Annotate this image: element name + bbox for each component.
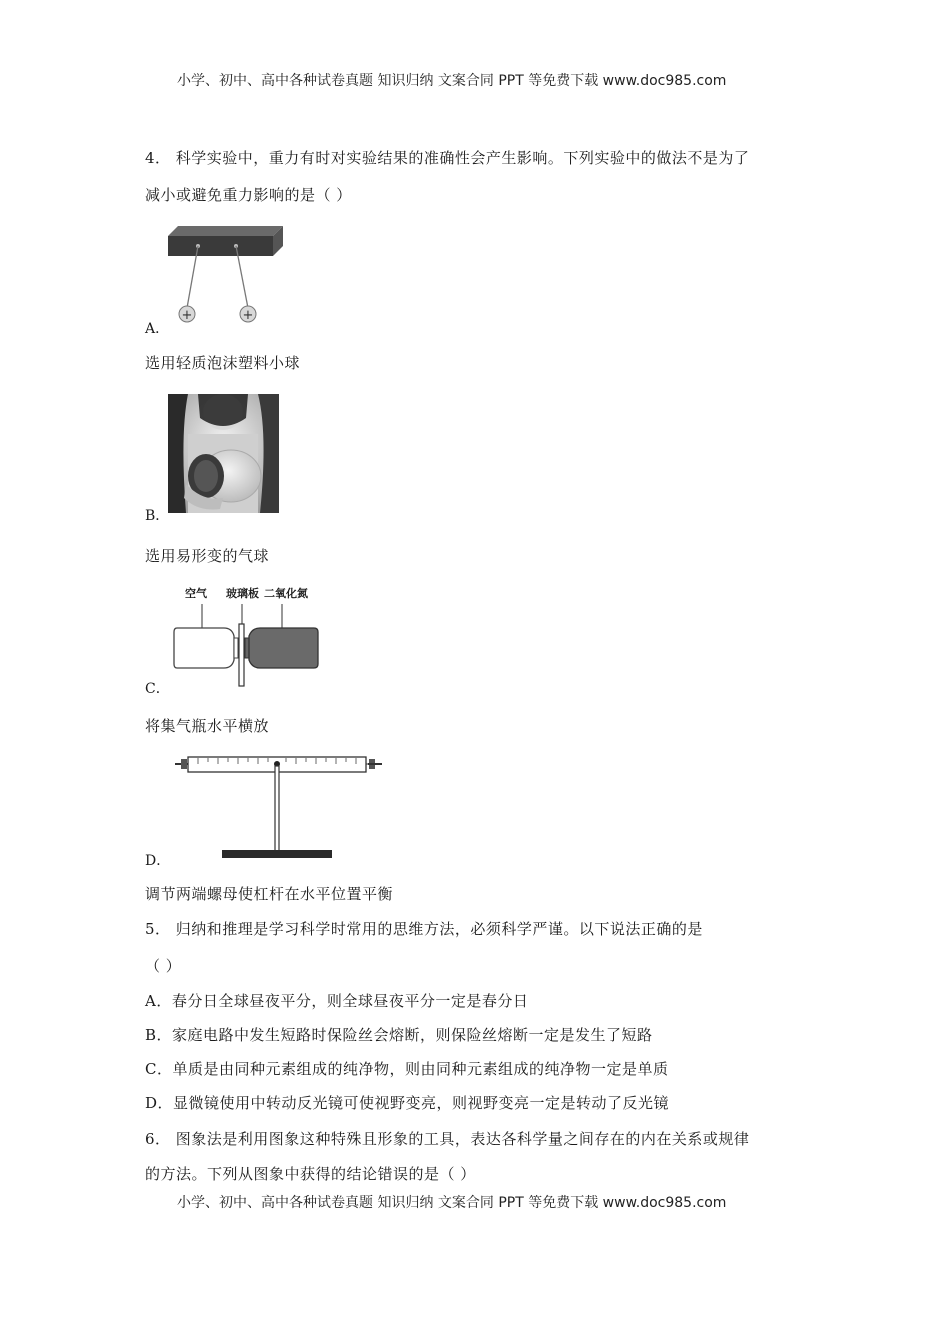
q5-stem-line2: （ ） (145, 957, 182, 975)
figc-label-air: 空气 (185, 587, 207, 600)
q4-option-c-letter: C． (145, 681, 170, 697)
q4-option-a-caption: 选用轻质泡沫塑料小球 (145, 354, 301, 372)
q5-option-c: C．单质是由同种元素组成的纯净物，则由同种元素组成的纯净物一定是单质 (145, 1060, 669, 1078)
page-footer: 小学、初中、高中各种试卷真题 知识归纳 文案合同 PPT 等免费下载 www.doc985.com (177, 1195, 727, 1211)
q5-option-b: B．家庭电路中发生短路时保险丝会熔断，则保险丝熔断一定是发生了短路 (145, 1026, 653, 1044)
q5-stem-line1: 5． 归纳和推理是学习科学时常用的思维方法，必须科学严谨。以下说法正确的是 (145, 920, 703, 938)
figc-label-glass: 玻璃板 (226, 587, 259, 600)
figure-a-charged-balls (168, 224, 283, 332)
q5-option-a: A．春分日全球昼夜平分，则全球昼夜平分一定是春分日 (145, 992, 529, 1010)
q6-stem-line2: 的方法。下列从图象中获得的结论错误的是（ ） (145, 1165, 476, 1183)
q4-option-b-caption: 选用易形变的气球 (145, 547, 270, 565)
svg-text:+: + (181, 308, 193, 323)
q5-option-d: D．显微镜使用中转动反光镜可使视野变亮，则视野变亮一定是转动了反光镜 (145, 1094, 670, 1112)
svg-text:+: + (242, 308, 254, 323)
page-header: 小学、初中、高中各种试卷真题 知识归纳 文案合同 PPT 等免费下载 www.doc985.com (177, 73, 727, 89)
q4-option-a-letter: A． (145, 321, 170, 337)
q4-option-d-letter: D． (145, 853, 171, 869)
q4-stem-line1: 4． 科学实验中，重力有时对实验结果的准确性会产生影响。下列实验中的做法不是为了 (145, 149, 750, 167)
q6-stem-line1: 6． 图象法是利用图象这种特殊且形象的工具，表达各科学量之间存在的内在关系或规律 (145, 1130, 750, 1148)
figure-d-lever-stand (172, 750, 384, 862)
figure-c-gas-bottles (172, 598, 320, 690)
figc-label-no2: 二氧化氮 (264, 587, 308, 600)
q4-stem-line2: 减小或避免重力影响的是（ ） (145, 186, 352, 204)
figure-b-balloon-photo (168, 394, 279, 513)
q4-option-c-caption: 将集气瓶水平横放 (145, 717, 270, 735)
q4-option-d-caption: 调节两端螺母使杠杆在水平位置平衡 (145, 885, 394, 903)
q4-option-b-letter: B． (145, 508, 170, 524)
